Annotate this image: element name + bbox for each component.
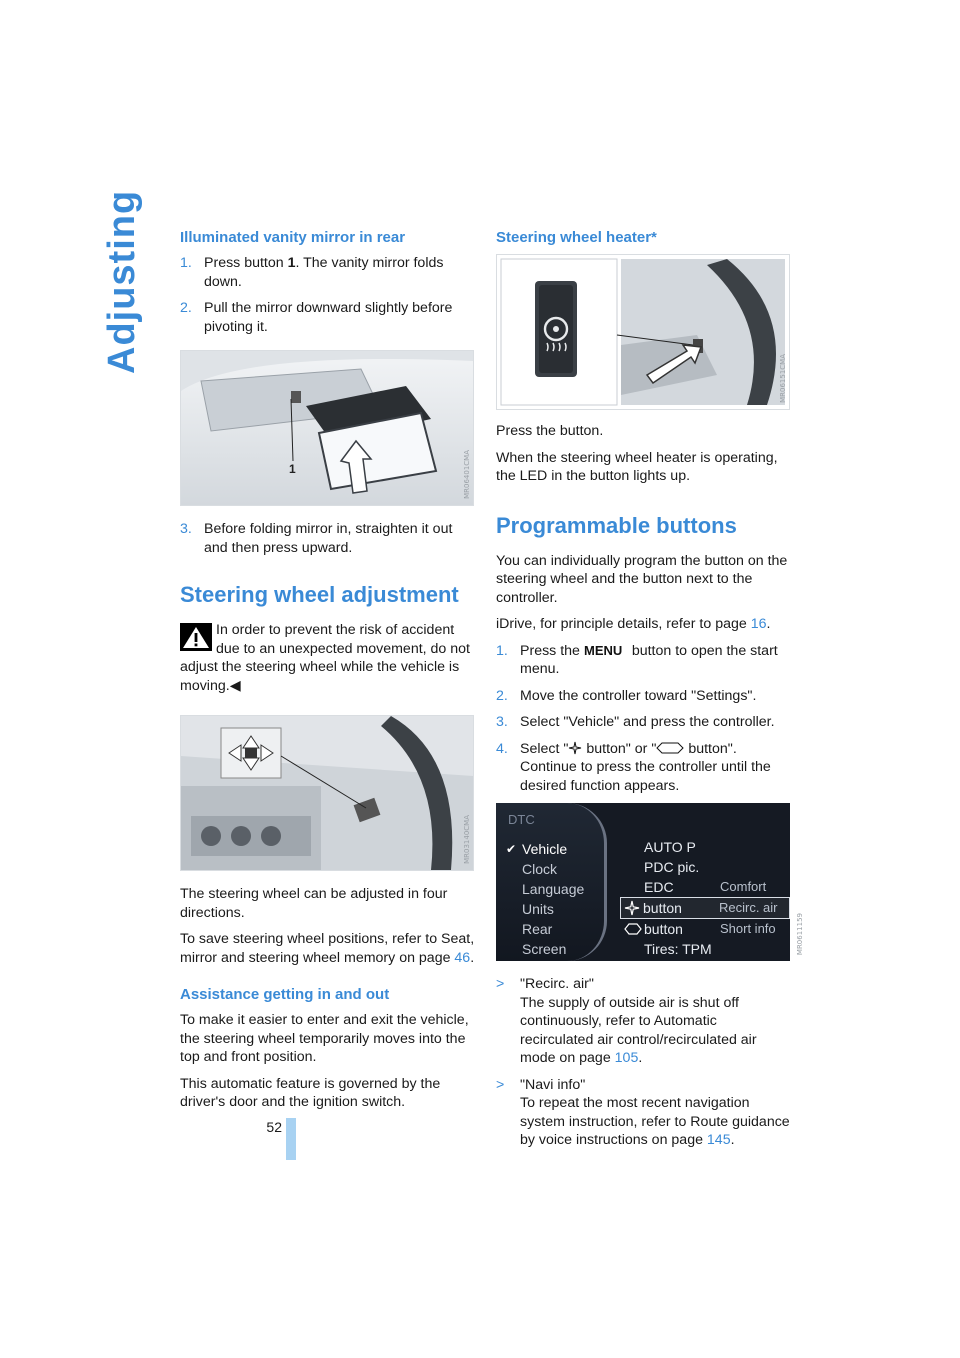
heading-programmable-buttons: Programmable buttons [496,512,737,538]
idrive-option-pdc[interactable]: PDC pic. [644,859,700,875]
prog-bullets [496,975,792,1150]
steering-wheel-button-icon [568,742,582,754]
controller-button-icon [624,923,642,935]
idrive-menu-item-language[interactable]: Language [522,881,585,897]
idrive-menu-item-units[interactable]: Units [522,901,554,917]
vanity-mirror-illustration [181,351,473,505]
idrive-option-controller-button[interactable]: button Short info [622,919,788,939]
page-number: 52 [266,1119,282,1135]
controller-button-icon [656,742,684,754]
prog-step-4: 4. Select " button" or " button". Continue to press the controller until the desired function appears. [496,740,771,794]
prog-paragraph-2: iDrive, for principle details, refer to page 16. [496,616,771,632]
steering-paragraph-1: The steering wheel can be adjusted in four directions. [180,886,448,921]
figure-callout-1: 1 [289,462,296,476]
heater-paragraph-1: Press the button. [496,423,604,439]
prog-step-3: 3. Select "Vehicle" and press the controller. [496,714,775,730]
right-column [496,228,804,1158]
bullet-recirc-air: > "Recirc. air" The supply of outside air is shut off continuously, refer to Automatic recirculated air control/recirculated air mode on page 105. [496,976,757,1066]
page-marker-bar [286,1118,296,1160]
idrive-left-menu [506,839,584,959]
steering-adjust-illustration [181,716,473,870]
steering-paragraph-2: To save steering wheel positions, refer to Seat, mirror and steering wheel memory on page 46. [180,931,475,966]
idrive-dtc-label: DTC [508,812,535,827]
menu-button-icon [584,644,628,656]
idrive-option-steering-button[interactable]: button Recirc. air [620,897,790,919]
heading-vanity-mirror: Illuminated vanity mirror in rear [180,229,406,246]
steering-wheel-button-icon [625,901,639,915]
idrive-right-menu [622,837,788,959]
steering-heater-figure [496,254,790,410]
section-tab-label: Adjusting [101,189,143,374]
idrive-option-edc[interactable]: EDC Comfort [644,879,767,895]
assist-paragraph-1: To make it easier to enter and exit the vehicle, the steering wheel temporarily moves into the top and front position. [180,1012,469,1065]
heading-steering-heater: Steering wheel heater* [496,229,657,246]
page-link-105[interactable]: 105 [614,1050,639,1066]
idrive-option-tires[interactable]: Tires: TPM [644,941,712,957]
page-link-145[interactable]: 145 [706,1132,731,1148]
prog-paragraph-1: You can individually program the button on the steering wheel and the button next to the controller. [496,552,788,606]
prog-step-2: 2. Move the controller toward "Settings". [496,687,757,704]
vanity-step-1: 1. Press button 1. The vanity mirror folds down. [180,255,444,290]
svg-text:MENU: MENU [583,642,623,658]
bullet-navi-info: > "Navi info" To repeat the most recent navigation system instruction, refer to Route guidance by voice instructions on page 145. [496,1076,790,1148]
idrive-screen-figure [496,803,804,961]
prog-step-1: 1. Press the MENU button to open the start menu. [496,642,778,677]
prog-steps [496,642,792,796]
warning-triangle-icon [180,623,212,651]
idrive-menu-item-screen[interactable]: Screen [522,941,567,957]
section-tab [100,189,156,418]
figure-code: MR06401CMA [463,450,471,499]
idrive-option-auto-p[interactable]: AUTO P [644,839,696,855]
idrive-menu-item-rear[interactable]: Rear [522,921,553,937]
vanity-steps [180,254,476,336]
idrive-menu-item-clock[interactable]: Clock [522,861,558,877]
steering-adjust-figure [180,715,474,871]
idrive-screen [496,803,790,961]
vanity-step-3: 3. Before folding mirror in, straighten it out and then press upward. [180,521,453,556]
vanity-step-2: 2. Pull the mirror downward slightly before pivoting it. [180,300,453,335]
page-link-16[interactable]: 16 [750,616,767,632]
heading-steering-adjustment: Steering wheel adjustment [180,582,459,607]
heading-assistance: Assistance getting in and out [180,986,390,1003]
vanity-step-3-list [180,520,476,557]
warning-note: In order to prevent the risk of accident due to an unexpected movement, do not adjust the steering wheel while the vehicle is moving.◀ [180,622,470,694]
steering-heater-illustration [497,255,789,409]
idrive-left-panel [496,803,607,961]
page-link-46[interactable]: 46 [454,949,471,966]
assist-paragraph-2: This automatic feature is governed by the driver's door and the ignition switch. [180,1075,441,1110]
figure-code: MR03140CMA [463,815,471,864]
figure-code: MR06151CMA [779,354,787,403]
figure-code: MR0611159 [796,912,804,955]
left-column [180,228,476,1120]
idrive-menu-item-vehicle[interactable]: ✔ Vehicle [506,839,584,859]
vanity-mirror-figure [180,350,474,506]
heater-paragraph-2: When the steering wheel heater is operating, the LED in the button lights up. [496,449,778,484]
